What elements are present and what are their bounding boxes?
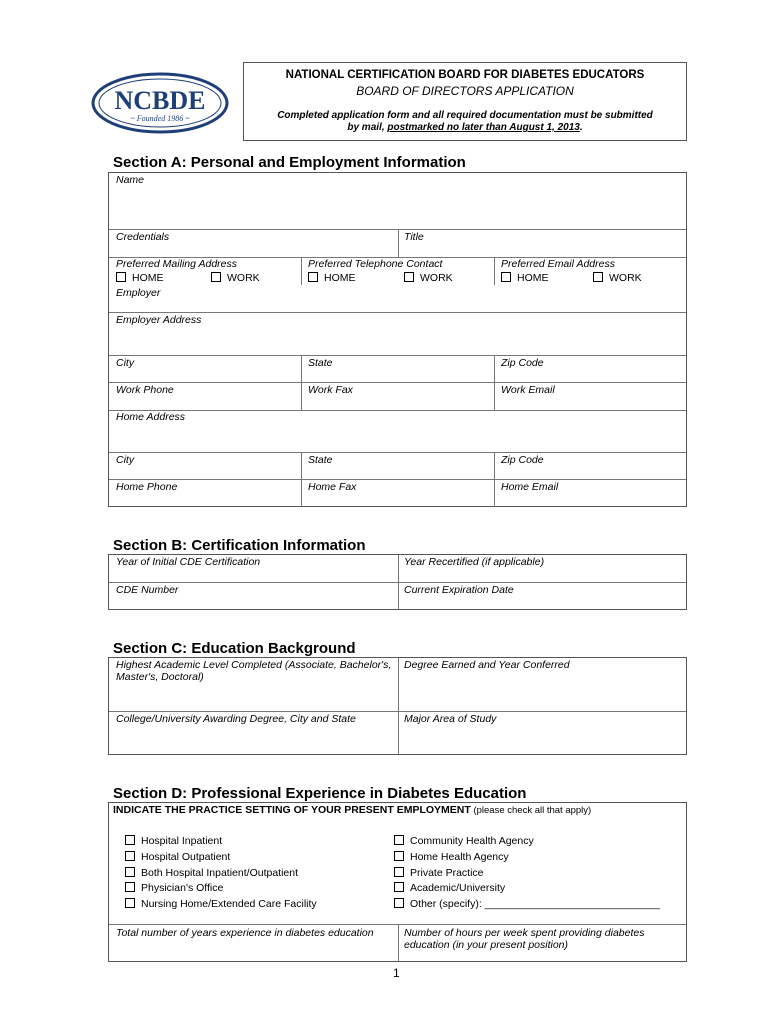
checkbox-icon[interactable] [116, 272, 126, 282]
deadline-suffix: . [579, 122, 583, 133]
year-initial-cert-label: Year of Initial CDE Certification [116, 556, 261, 568]
checkbox-icon[interactable] [593, 272, 603, 282]
option-both-hospital[interactable]: Both Hospital Inpatient/Outpatient [125, 867, 298, 879]
expiration-date-label: Current Expiration Date [404, 584, 514, 596]
year-recertified-label: Year Recertified (if applicable) [404, 556, 545, 568]
home-address-label: Home Address [116, 411, 186, 423]
home-address-field[interactable] [109, 423, 686, 451]
option-physicians-office[interactable]: Physician's Office [125, 882, 223, 894]
checkbox-icon[interactable] [394, 898, 404, 908]
option-academic[interactable]: Academic/University [394, 882, 505, 894]
home-fax-label: Home Fax [308, 481, 357, 493]
checkbox-icon[interactable] [394, 867, 404, 877]
option-hospital-inpatient[interactable]: Hospital Inpatient [125, 835, 222, 847]
hours-per-week-label-line2: education (in your present position) [404, 939, 569, 951]
submission-note-line1: Completed application form and all required documentation must be submitted [277, 110, 653, 121]
checkbox-icon[interactable] [125, 835, 135, 845]
option-hospital-outpatient[interactable]: Hospital Outpatient [125, 851, 230, 863]
org-name: NATIONAL CERTIFICATION BOARD FOR DIABETES EDUCATORS [285, 69, 645, 81]
checkbox-icon[interactable] [394, 835, 404, 845]
section-a-title: Section A: Personal and Employment Information [113, 154, 466, 171]
practice-setting-instruction [113, 804, 591, 816]
title-field[interactable] [399, 243, 686, 256]
credentials-field[interactable] [109, 243, 397, 256]
phone-work-option[interactable]: WORK [404, 272, 453, 284]
employer-field[interactable] [109, 299, 686, 311]
work-phone-label: Work Phone [116, 384, 174, 396]
instruction-bold: INDICATE THE PRACTICE SETTING OF YOUR PRESENT EMPLOYMENT [113, 804, 471, 816]
preferred-mailing-label: Preferred Mailing Address [116, 258, 237, 270]
checkbox-icon[interactable] [125, 851, 135, 861]
header-box [243, 62, 687, 141]
checkbox-icon[interactable] [501, 272, 511, 282]
name-field[interactable] [109, 186, 686, 228]
section-c-title: Section C: Education Background [113, 640, 356, 657]
form-name: BOARD OF DIRECTORS APPLICATION [356, 84, 574, 98]
home-state-label: State [308, 454, 333, 466]
home-phone-label: Home Phone [116, 481, 178, 493]
hours-per-week-label-line1: Number of hours per week spent providing diabetes [404, 927, 645, 939]
work-state-label: State [308, 357, 333, 369]
work-fax-label: Work Fax [308, 384, 353, 396]
credentials-label: Credentials [116, 231, 170, 243]
checkbox-icon[interactable] [394, 882, 404, 892]
employer-label: Employer [116, 287, 161, 299]
employer-address-label: Employer Address [116, 314, 202, 326]
cde-number-label: CDE Number [116, 584, 179, 596]
logo-text: NCBDE [114, 86, 206, 115]
email-home-option[interactable]: HOME [501, 272, 549, 284]
option-home-health[interactable]: Home Health Agency [394, 851, 509, 863]
highest-level-label-line2: Master's, Doctoral) [116, 671, 204, 683]
highest-level-label-line1: Highest Academic Level Completed (Associate, Bachelor's, [116, 659, 392, 671]
work-city-label: City [116, 357, 135, 369]
option-community-health[interactable]: Community Health Agency [394, 835, 534, 847]
option-nursing-home[interactable]: Nursing Home/Extended Care Facility [125, 898, 317, 910]
checkbox-icon[interactable] [394, 851, 404, 861]
total-years-label: Total number of years experience in diabetes education [116, 927, 374, 939]
mailing-work-option[interactable]: WORK [211, 272, 260, 284]
section-b-title: Section B: Certification Information [113, 537, 366, 554]
checkbox-icon[interactable] [404, 272, 414, 282]
checkbox-icon[interactable] [125, 867, 135, 877]
name-label: Name [116, 174, 145, 186]
submission-note-line2 [244, 122, 686, 133]
checkbox-icon[interactable] [211, 272, 221, 282]
employer-address-field[interactable] [109, 326, 686, 354]
home-zip-label: Zip Code [501, 454, 544, 466]
email-work-option[interactable]: WORK [593, 272, 642, 284]
option-other[interactable]: Other (specify): ______________________________ [394, 898, 660, 910]
instruction-note: (please check all that apply) [470, 805, 592, 816]
page-number: 1 [393, 966, 400, 980]
home-city-label: City [116, 454, 135, 466]
deadline-text: postmarked no later than August 1, 2013 [387, 122, 580, 133]
checkbox-icon[interactable] [125, 898, 135, 908]
work-email-label: Work Email [501, 384, 555, 396]
logo-founded: ~ Founded 1986 ~ [130, 114, 190, 123]
option-private-practice[interactable]: Private Practice [394, 867, 484, 879]
deadline-prefix: by mail, [347, 122, 388, 133]
home-email-label: Home Email [501, 481, 559, 493]
preferred-phone-label: Preferred Telephone Contact [308, 258, 443, 270]
ncbde-logo [90, 72, 230, 134]
major-label: Major Area of Study [404, 713, 497, 725]
checkbox-icon[interactable] [308, 272, 318, 282]
section-d-title: Section D: Professional Experience in Diabetes Education [113, 785, 527, 802]
checkbox-icon[interactable] [125, 882, 135, 892]
preferred-email-label: Preferred Email Address [501, 258, 615, 270]
mailing-home-option[interactable]: HOME [116, 272, 164, 284]
phone-home-option[interactable]: HOME [308, 272, 356, 284]
college-label: College/University Awarding Degree, City and State [116, 713, 356, 725]
work-zip-label: Zip Code [501, 357, 544, 369]
title-label: Title [404, 231, 424, 243]
degree-earned-label: Degree Earned and Year Conferred [404, 659, 570, 671]
